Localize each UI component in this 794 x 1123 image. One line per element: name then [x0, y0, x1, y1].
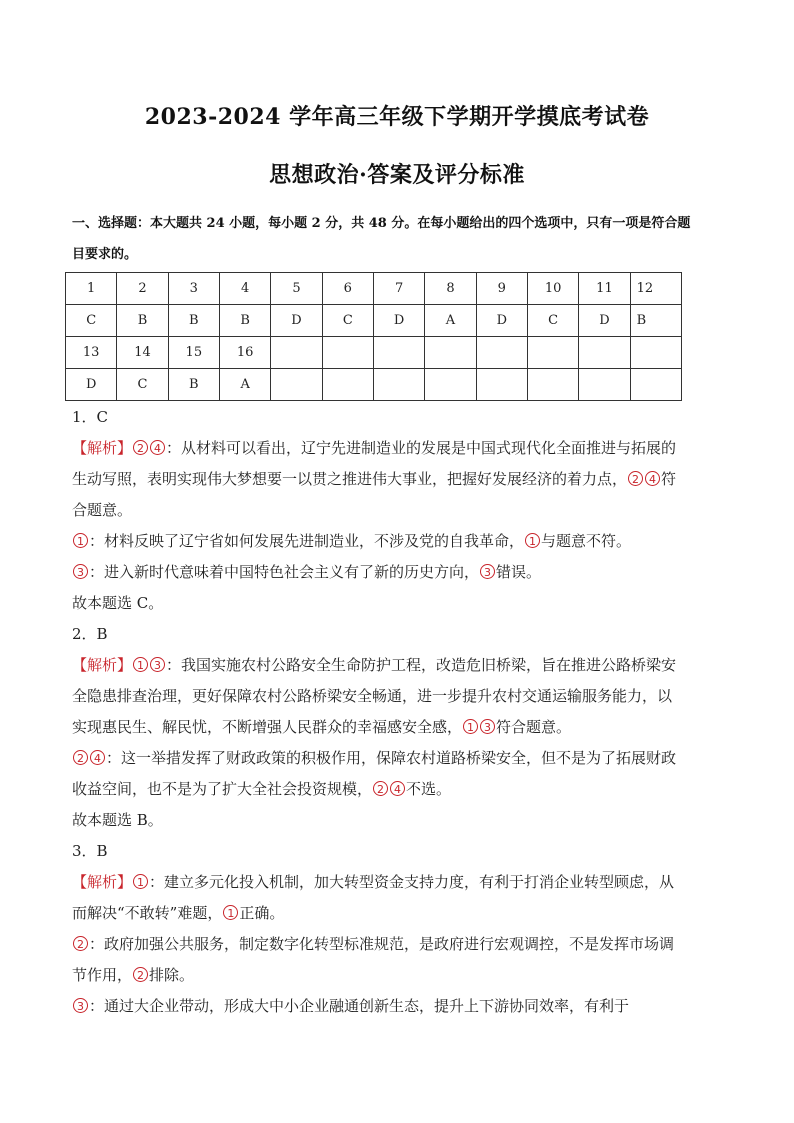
circled-number: 1	[133, 874, 148, 889]
analysis-label: 【解析】	[72, 439, 133, 457]
answer-table-cell: C	[117, 369, 168, 401]
document-title: 2023-2024 学年高三年级下学期开学摸底考试卷	[144, 104, 650, 130]
answer-table-cell: C	[322, 305, 373, 337]
answer-table-row	[66, 273, 682, 305]
question-3-text-3: ：通过大企业带动，形成大中小企业融通创新生态，提升上下游协同效率，有利于	[89, 997, 630, 1015]
answer-table-cell: 11	[579, 273, 630, 305]
answer-table-cell: 12	[630, 273, 681, 305]
answer-table-cell: 14	[117, 337, 168, 369]
answer-table-cell	[579, 369, 630, 401]
question-1-text-1: ：从材料可以看出，辽宁先进制造业的发展是中国式现代化全面推进与拓展的生动写照，表明实现伟大梦想要一以贯之推进伟大事业，把握好发展经济的着力点，	[72, 439, 677, 488]
answer-table-body	[66, 273, 682, 401]
circled-number: 4	[90, 750, 105, 765]
question-1-paragraph-2	[72, 526, 682, 557]
answer-table-cell	[373, 369, 424, 401]
question-2-tail-1: 符合题意。	[496, 718, 572, 736]
question-3-paragraph-3	[72, 991, 682, 1022]
answer-table-row	[66, 337, 682, 369]
question-3-tail-2: 排除。	[149, 966, 195, 984]
circled-number: 1	[73, 533, 88, 548]
circled-number: 3	[480, 719, 495, 734]
answer-table-cell	[476, 337, 527, 369]
answer-table-cell	[630, 337, 681, 369]
circled-number: 1	[133, 657, 148, 672]
answer-table-cell: 2	[117, 273, 168, 305]
question-1-answer: 1．C	[72, 408, 109, 426]
question-3-answer: 3．B	[72, 842, 108, 860]
question-1-text-3: ：进入新时代意味着中国特色社会主义有了新的历史方向，	[89, 563, 480, 581]
answer-table-cell: 16	[219, 337, 270, 369]
answer-table-cell: 4	[219, 273, 270, 305]
analysis-label: 【解析】	[72, 656, 133, 674]
question-2-paragraph-1	[72, 650, 682, 743]
question-2-text-2: ：这一举措发挥了财政政策的积极作用，保障农村道路桥梁安全，但不是为了拓展财政收益空间，也不是为了扩大全社会投资规模，	[72, 749, 677, 798]
question-1-paragraph-3	[72, 557, 682, 588]
answer-table-cell: 1	[66, 273, 117, 305]
answer-table-cell: D	[476, 305, 527, 337]
answer-table-cell	[527, 337, 578, 369]
answer-table-cell	[322, 369, 373, 401]
answer-table-cell	[527, 369, 578, 401]
circled-number: 2	[73, 750, 88, 765]
answer-table-cell: D	[271, 305, 322, 337]
answer-table-cell: 9	[476, 273, 527, 305]
answer-table-cell: 5	[271, 273, 322, 305]
analysis-label: 【解析】	[72, 873, 133, 891]
answer-table-cell	[271, 337, 322, 369]
question-2-conclusion: 故本题选 B。	[72, 811, 163, 829]
answer-table-cell: B	[630, 305, 681, 337]
question-3-tail-1: 正确。	[239, 904, 285, 922]
circled-number: 2	[133, 967, 148, 982]
answer-table-cell: D	[66, 369, 117, 401]
answer-table-cell	[476, 369, 527, 401]
answer-table-cell: C	[66, 305, 117, 337]
circled-number: 3	[480, 564, 495, 579]
answer-table-cell: B	[168, 369, 219, 401]
answer-table-cell: D	[579, 305, 630, 337]
answer-table-cell: 15	[168, 337, 219, 369]
circled-number: 4	[645, 471, 660, 486]
document-subtitle: 思想政治·答案及评分标准	[269, 162, 525, 188]
answer-table-cell	[271, 369, 322, 401]
answer-table-cell	[630, 369, 681, 401]
answer-table-cell: 7	[373, 273, 424, 305]
circled-number: 4	[150, 440, 165, 455]
question-2-answer: 2．B	[72, 625, 108, 643]
question-1-tail-2: 与题意不符。	[541, 532, 632, 550]
circled-number: 2	[628, 471, 643, 486]
answer-table-cell: B	[168, 305, 219, 337]
question-1-tail-1: 符合题意。	[72, 470, 677, 519]
answer-table	[65, 272, 682, 401]
answer-table-cell: A	[219, 369, 270, 401]
question-2-tail-2: 不选。	[406, 780, 452, 798]
answer-table-row	[66, 369, 682, 401]
answer-table-cell: B	[117, 305, 168, 337]
answer-table-cell: 8	[425, 273, 476, 305]
question-3-text-2: ：政府加强公共服务，制定数字化转型标准规范，是政府进行宏观调控，不是发挥市场调节作用，	[72, 935, 675, 984]
answer-table-cell: B	[219, 305, 270, 337]
question-1-conclusion: 故本题选 C。	[72, 594, 164, 612]
circled-number: 4	[390, 781, 405, 796]
circled-number: 2	[73, 936, 88, 951]
circled-number: 1	[463, 719, 478, 734]
question-2-text-1: ：我国实施农村公路安全生命防护工程，改造危旧桥梁，旨在推进公路桥梁安全隐患排查治理，更好保障农村公路桥梁安全畅通，进一步提升农村交通运输服务能力，以实现惠民生、解民忧，不断增强人民群众的幸福感安全感，	[72, 656, 677, 736]
question-3-paragraph-2	[72, 929, 682, 991]
answer-table-cell	[322, 337, 373, 369]
circled-number: 2	[133, 440, 148, 455]
question-1-text-2: ：材料反映了辽宁省如何发展先进制造业，不涉及党的自我革命，	[89, 532, 525, 550]
circled-number: 2	[373, 781, 388, 796]
answer-table-cell: D	[373, 305, 424, 337]
answer-table-cell: 3	[168, 273, 219, 305]
explanations	[72, 402, 682, 1022]
answer-table-cell: 13	[66, 337, 117, 369]
answer-table-cell: A	[425, 305, 476, 337]
answer-table-cell: 6	[322, 273, 373, 305]
section-heading: 一、选择题：本大题共 24 小题，每小题 2 分，共 48 分。在每小题给出的四个选项中，只有一项是符合题目要求的。	[72, 216, 691, 262]
answer-table-cell: C	[527, 305, 578, 337]
circled-number: 3	[150, 657, 165, 672]
circled-number: 3	[73, 998, 88, 1013]
answer-table-cell: 10	[527, 273, 578, 305]
answer-table-row	[66, 305, 682, 337]
question-2-paragraph-2	[72, 743, 682, 805]
question-3-paragraph-1	[72, 867, 682, 929]
answer-table-cell	[425, 337, 476, 369]
answer-table-cell	[373, 337, 424, 369]
circled-number: 1	[525, 533, 540, 548]
question-3-text-1: ：建立多元化投入机制，加大转型资金支持力度，有利于打消企业转型顾虑，从而解决“不敢转”难题，	[72, 873, 675, 922]
answer-table-cell	[425, 369, 476, 401]
circled-number: 3	[73, 564, 88, 579]
question-1-paragraph-1	[72, 433, 682, 526]
answer-table-cell	[579, 337, 630, 369]
circled-number: 1	[223, 905, 238, 920]
question-1-tail-3: 错误。	[496, 563, 542, 581]
